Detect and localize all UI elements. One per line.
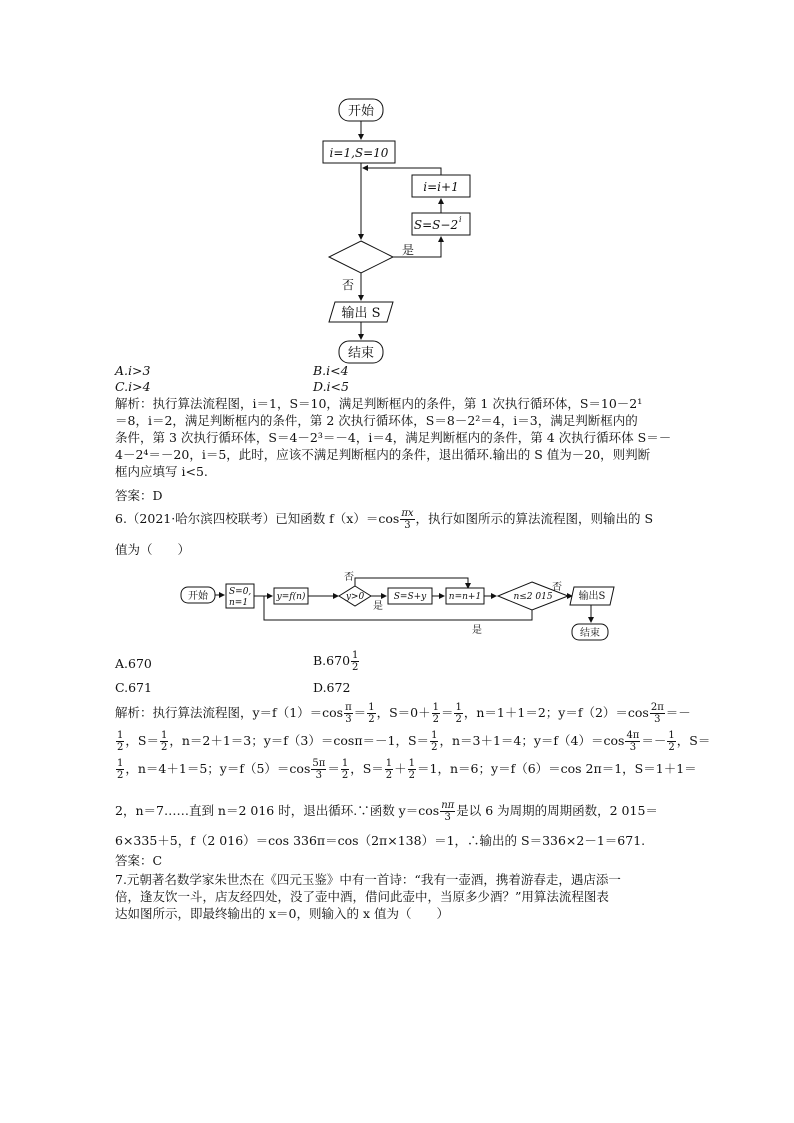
q7-stem-line: 达如图所示，即最终输出的 x＝0，则输入的 x 值为（ ） (115, 906, 449, 921)
init-label: i=1,S=10 (329, 146, 389, 160)
q5-analysis-line: ＝8，i＝2，满足判断框内的条件，第 2 次执行循环体，S＝8－2²＝4，i＝3，满足判断框内的 (115, 413, 638, 428)
fc2-add-label: S=S+y (393, 592, 427, 602)
output-label: 输出 S (341, 306, 381, 321)
option-c: C.i>4 (115, 379, 151, 394)
q6-analysis-line2: $\frac{1}{2}$ ，S＝ $\frac{1}{2}$ ，n＝2＋1＝3；y＝f（3）＝cosπ＝－1，S＝ $\frac{1}{2}$ ，n＝3＋1＝4；y＝f（4）＝cos $\frac{4\pi}{3}$ ＝－ $\frac{1}{2}$ ，S＝ (117, 730, 711, 753)
fc2-inc-label: n=n+1 (448, 592, 482, 602)
q6-answer: 答案：C (115, 853, 163, 868)
q5-analysis-line: 解析：执行算法流程图，i＝1，S＝10，满足判断框内的条件，第 1 次执行循环体，S＝10－2¹ (115, 396, 643, 411)
q7-stem-line: 倍，逢友饮一斗，店友经四处，没了壶中酒，借问此壶中，当原多少酒？”用算法流程图表 (115, 889, 609, 904)
q6-stem-line2: 值为（ ） (115, 542, 191, 557)
update-label: S=S−2 (413, 218, 459, 232)
q6-analysis-line1: 解析：执行算法流程图，y＝f（1）＝cos $\frac{\pi}{3}$ ＝ $\frac{1}{2}$ ，S＝0＋ $\frac{1}{2}$ ＝ $\frac{1}{2}$ ，n＝1＋1＝2；y＝f（2）＝cos $\frac{2\pi}{3}$ ＝－ (115, 702, 691, 725)
q6-stem-prefix: 6.（2021·哈尔滨四校联考）已知函数 f（x）＝cos (115, 511, 400, 526)
option-d: D.i<5 (313, 379, 349, 394)
flowchart-loop (320, 96, 462, 366)
fc2-no-top-label: 否 (344, 572, 354, 583)
q6-option-b: B.670 $\frac{1}{2}$ (313, 650, 359, 673)
condition-diamond (329, 241, 393, 273)
fc2-output-label: 输出S (578, 591, 606, 602)
q5-analysis-line: 框内应填写 i<5. (115, 464, 208, 479)
option-a: A.i>3 (115, 363, 151, 378)
q5-answer: 答案：D (115, 488, 163, 503)
update-sup: i (459, 215, 462, 224)
q6-analysis-line5: 6×335＋5，f（2 016）＝cos 336π＝cos（2π×138）＝1，∴输出的 S＝336×2－1＝671. (115, 833, 646, 848)
yes-label: 是 (402, 243, 415, 257)
fc2-cond2-label: n≤2 015 (513, 592, 553, 602)
fc2-end-label: 结束 (580, 628, 600, 639)
fc2-start-label: 开始 (188, 591, 208, 602)
fc2-init-label2: n=1 (229, 598, 249, 608)
q5-analysis-line: 条件，第 3 次执行循环体，S＝4－2³＝－4，i＝4，满足判断框内的条件，第 4 次执行循环体 S＝－ (115, 430, 672, 445)
flowchart-cos (178, 568, 618, 643)
q6-analysis-line4: 2，n＝7……直到 n＝2 016 时，退出循环.∵函数 y＝cos $\frac{n\pi}{3}$ 是以 6 为周期的周期函数，2 015＝ (115, 800, 658, 823)
start-label: 开始 (347, 104, 375, 119)
q6-analysis-line3: $\frac{1}{2}$ ，n＝4＋1＝5；y＝f（5）＝cos $\frac{5\pi}{3}$ ＝ $\frac{1}{2}$ ，S＝ $\frac{1}{2}$ ＋ $\frac{1}{2}$ ＝1，n＝6；y＝f（6）＝cos 2π＝1，S＝1＋1＝ (117, 758, 697, 781)
fc2-init-label1: S=0, (229, 587, 252, 597)
fc2-yes-back-label: 是 (472, 625, 482, 636)
fc2-yfn-label: y=f(n) (276, 592, 306, 602)
q7-stem-line: 7.元朝著名数学家朱世杰在《四元玉鉴》中有一首诗：“我有一壶酒，携着游春走，遇店添一 (115, 872, 621, 887)
q5-analysis-line: 4－2⁴＝－20，i＝5，此时，应该不满足判断框内的条件，退出循环.输出的 S 值为－20，则判断 (115, 447, 651, 462)
increment-label: i=i+1 (423, 180, 459, 194)
q6-option-c: C.671 (115, 680, 152, 695)
q6-option-a: A.670 (115, 656, 152, 671)
fc2-cond1-label: y>0 (345, 592, 365, 602)
no-label: 否 (342, 278, 355, 292)
q6-stem-fraction: $\frac{\pi x}{3}$ (401, 508, 414, 531)
fc2-yes-label: 是 (373, 601, 383, 612)
q6-stem-suffix: ，执行如图所示的算法流程图，则输出的 S (415, 511, 654, 526)
option-b: B.i<4 (313, 363, 349, 378)
fc2-no-right-label: 否 (552, 582, 562, 593)
end-label: 结束 (347, 346, 375, 361)
q6-stem (115, 508, 690, 531)
q6-option-d: D.672 (313, 680, 351, 695)
